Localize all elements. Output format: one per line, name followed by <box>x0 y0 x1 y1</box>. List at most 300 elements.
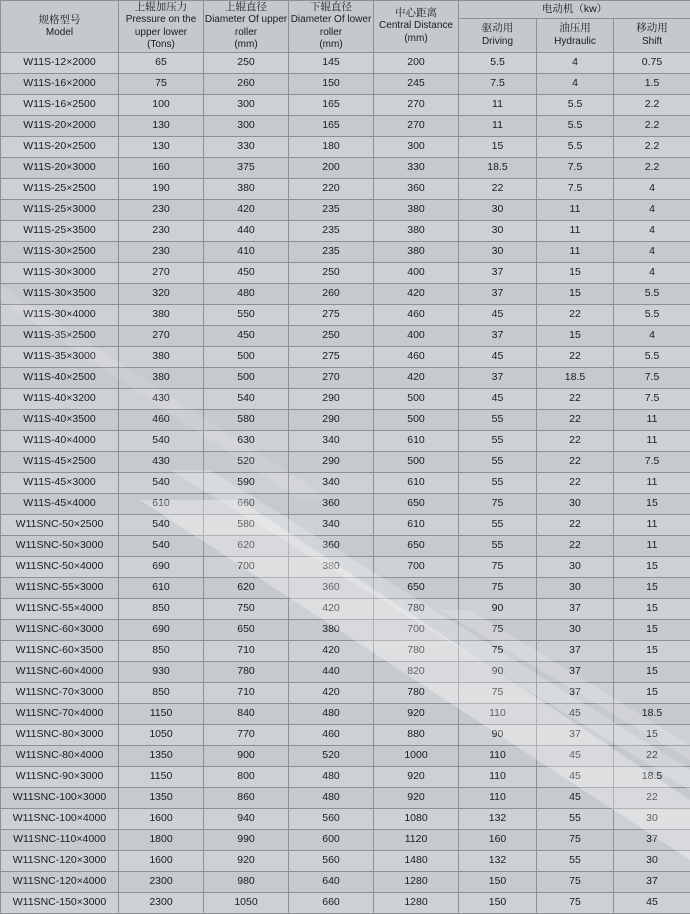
table-row <box>1 493 690 514</box>
cell-driving: 37 <box>459 367 537 388</box>
cell-model: W11S-40×4000 <box>1 430 119 451</box>
cell-pressure: 850 <box>119 640 204 661</box>
cell-pressure: 1050 <box>119 724 204 745</box>
cell-lower-roller: 480 <box>289 703 374 724</box>
cell-central-distance: 920 <box>374 703 459 724</box>
cell-upper-roller: 660 <box>204 493 289 514</box>
cell-pressure: 130 <box>119 136 204 157</box>
cell-driving: 55 <box>459 409 537 430</box>
cell-upper-roller: 300 <box>204 115 289 136</box>
table-row <box>1 262 690 283</box>
table-row <box>1 871 690 892</box>
table-row <box>1 409 690 430</box>
header-model-cn: 规格型号 <box>1 14 118 27</box>
cell-pressure: 690 <box>119 619 204 640</box>
column-header-shift <box>614 18 690 52</box>
header-upper-roller-cn: 上辊直径 <box>204 1 288 14</box>
cell-hydraulic: 22 <box>537 430 614 451</box>
cell-model: W11S-35×3000 <box>1 346 119 367</box>
cell-pressure: 380 <box>119 346 204 367</box>
cell-central-distance: 780 <box>374 640 459 661</box>
cell-driving: 7.5 <box>459 73 537 94</box>
cell-central-distance: 650 <box>374 535 459 556</box>
cell-lower-roller: 270 <box>289 367 374 388</box>
cell-model: W11S-30×3000 <box>1 262 119 283</box>
cell-pressure: 1150 <box>119 703 204 724</box>
cell-pressure: 850 <box>119 682 204 703</box>
cell-central-distance: 460 <box>374 346 459 367</box>
cell-shift: 2.2 <box>614 157 690 178</box>
cell-central-distance: 380 <box>374 220 459 241</box>
cell-lower-roller: 480 <box>289 787 374 808</box>
cell-model: W11SNC-60×3500 <box>1 640 119 661</box>
header-hydraulic-cn: 油压用 <box>537 22 613 35</box>
cell-shift: 15 <box>614 619 690 640</box>
cell-central-distance: 1280 <box>374 892 459 913</box>
cell-driving: 30 <box>459 241 537 262</box>
table-row <box>1 367 690 388</box>
header-model-en: Model <box>1 27 118 40</box>
cell-model: W11S-16×2000 <box>1 73 119 94</box>
cell-model: W11S-30×2500 <box>1 241 119 262</box>
cell-driving: 150 <box>459 871 537 892</box>
cell-model: W11SNC-55×4000 <box>1 598 119 619</box>
cell-shift: 11 <box>614 430 690 451</box>
cell-driving: 11 <box>459 115 537 136</box>
cell-driving: 37 <box>459 262 537 283</box>
cell-model: W11SNC-110×4000 <box>1 829 119 850</box>
cell-shift: 15 <box>614 556 690 577</box>
cell-lower-roller: 180 <box>289 136 374 157</box>
table-row <box>1 472 690 493</box>
table-row <box>1 136 690 157</box>
cell-model: W11SNC-90×3000 <box>1 766 119 787</box>
cell-central-distance: 780 <box>374 598 459 619</box>
cell-hydraulic: 4 <box>537 73 614 94</box>
cell-shift: 18.5 <box>614 766 690 787</box>
cell-shift: 15 <box>614 682 690 703</box>
cell-pressure: 100 <box>119 94 204 115</box>
cell-model: W11S-40×3200 <box>1 388 119 409</box>
cell-lower-roller: 380 <box>289 619 374 640</box>
cell-hydraulic: 37 <box>537 640 614 661</box>
cell-shift: 30 <box>614 808 690 829</box>
cell-lower-roller: 360 <box>289 493 374 514</box>
table-row <box>1 829 690 850</box>
cell-driving: 110 <box>459 766 537 787</box>
cell-upper-roller: 300 <box>204 94 289 115</box>
cell-model: W11S-25×2500 <box>1 178 119 199</box>
table-row <box>1 115 690 136</box>
cell-hydraulic: 37 <box>537 724 614 745</box>
cell-model: W11SNC-80×3000 <box>1 724 119 745</box>
cell-driving: 45 <box>459 346 537 367</box>
cell-lower-roller: 560 <box>289 850 374 871</box>
cell-central-distance: 880 <box>374 724 459 745</box>
table-row <box>1 724 690 745</box>
cell-model: W11SNC-100×3000 <box>1 787 119 808</box>
cell-driving: 55 <box>459 514 537 535</box>
cell-driving: 75 <box>459 619 537 640</box>
header-pressure-cn: 上辊加压力 <box>119 1 203 14</box>
cell-shift: 15 <box>614 724 690 745</box>
cell-lower-roller: 250 <box>289 325 374 346</box>
cell-shift: 4 <box>614 178 690 199</box>
cell-hydraulic: 55 <box>537 850 614 871</box>
cell-model: W11S-20×3000 <box>1 157 119 178</box>
cell-lower-roller: 660 <box>289 892 374 913</box>
cell-lower-roller: 260 <box>289 283 374 304</box>
cell-central-distance: 920 <box>374 787 459 808</box>
cell-upper-roller: 500 <box>204 367 289 388</box>
cell-central-distance: 820 <box>374 661 459 682</box>
cell-driving: 37 <box>459 283 537 304</box>
cell-shift: 2.2 <box>614 115 690 136</box>
cell-lower-roller: 340 <box>289 472 374 493</box>
table-row <box>1 73 690 94</box>
cell-hydraulic: 7.5 <box>537 178 614 199</box>
cell-driving: 55 <box>459 451 537 472</box>
cell-model: W11SNC-70×3000 <box>1 682 119 703</box>
cell-driving: 55 <box>459 472 537 493</box>
header-central-en: Central Distance <box>374 20 458 33</box>
cell-hydraulic: 30 <box>537 619 614 640</box>
cell-hydraulic: 30 <box>537 493 614 514</box>
cell-upper-roller: 410 <box>204 241 289 262</box>
cell-shift: 15 <box>614 577 690 598</box>
cell-shift: 2.2 <box>614 94 690 115</box>
cell-lower-roller: 220 <box>289 178 374 199</box>
cell-driving: 30 <box>459 220 537 241</box>
cell-driving: 18.5 <box>459 157 537 178</box>
cell-hydraulic: 30 <box>537 556 614 577</box>
cell-model: W11S-20×2500 <box>1 136 119 157</box>
cell-hydraulic: 22 <box>537 514 614 535</box>
cell-upper-roller: 980 <box>204 871 289 892</box>
cell-shift: 18.5 <box>614 703 690 724</box>
cell-lower-roller: 600 <box>289 829 374 850</box>
cell-shift: 5.5 <box>614 304 690 325</box>
cell-hydraulic: 45 <box>537 766 614 787</box>
cell-pressure: 540 <box>119 430 204 451</box>
cell-upper-roller: 710 <box>204 682 289 703</box>
column-header-pressure <box>119 1 204 53</box>
cell-lower-roller: 560 <box>289 808 374 829</box>
table-row <box>1 535 690 556</box>
cell-pressure: 380 <box>119 304 204 325</box>
cell-lower-roller: 420 <box>289 682 374 703</box>
table-row <box>1 52 690 73</box>
cell-pressure: 1150 <box>119 766 204 787</box>
cell-upper-roller: 550 <box>204 304 289 325</box>
cell-upper-roller: 440 <box>204 220 289 241</box>
cell-driving: 30 <box>459 199 537 220</box>
column-header-central-distance <box>374 1 459 53</box>
cell-driving: 15 <box>459 136 537 157</box>
cell-model: W11S-20×2000 <box>1 115 119 136</box>
table-row <box>1 577 690 598</box>
cell-shift: 1.5 <box>614 73 690 94</box>
table-row <box>1 241 690 262</box>
cell-hydraulic: 15 <box>537 262 614 283</box>
header-pressure-en: Pressure on the upper lower <box>119 14 203 39</box>
header-upper-roller-unit: (mm) <box>204 39 288 52</box>
cell-upper-roller: 620 <box>204 577 289 598</box>
cell-pressure: 460 <box>119 409 204 430</box>
cell-shift: 45 <box>614 892 690 913</box>
cell-upper-roller: 620 <box>204 535 289 556</box>
cell-upper-roller: 540 <box>204 388 289 409</box>
cell-hydraulic: 22 <box>537 388 614 409</box>
cell-pressure: 610 <box>119 493 204 514</box>
cell-lower-roller: 480 <box>289 766 374 787</box>
cell-hydraulic: 5.5 <box>537 115 614 136</box>
cell-upper-roller: 500 <box>204 346 289 367</box>
cell-model: W11S-30×4000 <box>1 304 119 325</box>
table-row <box>1 304 690 325</box>
cell-pressure: 380 <box>119 367 204 388</box>
cell-lower-roller: 360 <box>289 535 374 556</box>
table-row <box>1 199 690 220</box>
cell-pressure: 1350 <box>119 745 204 766</box>
cell-lower-roller: 360 <box>289 577 374 598</box>
cell-pressure: 2300 <box>119 892 204 913</box>
cell-central-distance: 650 <box>374 577 459 598</box>
cell-model: W11S-25×3000 <box>1 199 119 220</box>
cell-central-distance: 420 <box>374 283 459 304</box>
cell-hydraulic: 11 <box>537 241 614 262</box>
cell-model: W11SNC-70×4000 <box>1 703 119 724</box>
cell-upper-roller: 520 <box>204 451 289 472</box>
cell-shift: 4 <box>614 199 690 220</box>
table-row <box>1 283 690 304</box>
table-row <box>1 388 690 409</box>
cell-shift: 15 <box>614 598 690 619</box>
table-row <box>1 640 690 661</box>
cell-central-distance: 330 <box>374 157 459 178</box>
cell-upper-roller: 840 <box>204 703 289 724</box>
cell-lower-roller: 250 <box>289 262 374 283</box>
cell-hydraulic: 5.5 <box>537 136 614 157</box>
cell-lower-roller: 290 <box>289 388 374 409</box>
cell-hydraulic: 45 <box>537 745 614 766</box>
cell-pressure: 270 <box>119 325 204 346</box>
cell-shift: 0.75 <box>614 52 690 73</box>
cell-lower-roller: 275 <box>289 346 374 367</box>
cell-pressure: 430 <box>119 388 204 409</box>
cell-shift: 4 <box>614 262 690 283</box>
cell-shift: 5.5 <box>614 283 690 304</box>
cell-driving: 5.5 <box>459 52 537 73</box>
cell-driving: 37 <box>459 325 537 346</box>
cell-central-distance: 1280 <box>374 871 459 892</box>
table-row <box>1 619 690 640</box>
column-header-model <box>1 1 119 53</box>
cell-upper-roller: 380 <box>204 178 289 199</box>
cell-driving: 11 <box>459 94 537 115</box>
cell-lower-roller: 520 <box>289 745 374 766</box>
table-header <box>1 1 690 53</box>
table-row <box>1 766 690 787</box>
cell-shift: 4 <box>614 241 690 262</box>
cell-shift: 11 <box>614 472 690 493</box>
table-row <box>1 850 690 871</box>
cell-shift: 22 <box>614 787 690 808</box>
header-driving-cn: 驱动用 <box>459 22 536 35</box>
table-row <box>1 598 690 619</box>
cell-lower-roller: 200 <box>289 157 374 178</box>
table-row <box>1 514 690 535</box>
cell-model: W11SNC-50×2500 <box>1 514 119 535</box>
cell-pressure: 690 <box>119 556 204 577</box>
cell-upper-roller: 770 <box>204 724 289 745</box>
cell-lower-roller: 165 <box>289 94 374 115</box>
cell-lower-roller: 640 <box>289 871 374 892</box>
cell-central-distance: 200 <box>374 52 459 73</box>
cell-model: W11SNC-50×3000 <box>1 535 119 556</box>
cell-model: W11SNC-80×4000 <box>1 745 119 766</box>
table-row <box>1 94 690 115</box>
header-central-cn: 中心距离 <box>374 7 458 20</box>
header-motor-cn: 电动机（kw） <box>459 3 690 16</box>
cell-shift: 11 <box>614 535 690 556</box>
cell-hydraulic: 22 <box>537 535 614 556</box>
cell-pressure: 190 <box>119 178 204 199</box>
cell-upper-roller: 480 <box>204 283 289 304</box>
cell-lower-roller: 460 <box>289 724 374 745</box>
cell-upper-roller: 260 <box>204 73 289 94</box>
cell-lower-roller: 235 <box>289 220 374 241</box>
table-row <box>1 745 690 766</box>
cell-hydraulic: 75 <box>537 892 614 913</box>
header-lower-roller-unit: (mm) <box>289 39 373 52</box>
cell-driving: 160 <box>459 829 537 850</box>
cell-lower-roller: 150 <box>289 73 374 94</box>
cell-model: W11SNC-120×4000 <box>1 871 119 892</box>
table-row <box>1 325 690 346</box>
cell-driving: 90 <box>459 598 537 619</box>
column-header-lower-roller <box>289 1 374 53</box>
cell-shift: 11 <box>614 409 690 430</box>
cell-pressure: 1800 <box>119 829 204 850</box>
cell-central-distance: 270 <box>374 115 459 136</box>
cell-driving: 90 <box>459 661 537 682</box>
table-row <box>1 157 690 178</box>
cell-central-distance: 700 <box>374 556 459 577</box>
cell-central-distance: 500 <box>374 451 459 472</box>
cell-upper-roller: 330 <box>204 136 289 157</box>
cell-shift: 2.2 <box>614 136 690 157</box>
cell-driving: 110 <box>459 787 537 808</box>
cell-shift: 22 <box>614 745 690 766</box>
table-row <box>1 787 690 808</box>
cell-upper-roller: 650 <box>204 619 289 640</box>
cell-upper-roller: 800 <box>204 766 289 787</box>
cell-hydraulic: 45 <box>537 787 614 808</box>
cell-driving: 110 <box>459 745 537 766</box>
cell-pressure: 130 <box>119 115 204 136</box>
cell-pressure: 1350 <box>119 787 204 808</box>
cell-model: W11SNC-120×3000 <box>1 850 119 871</box>
cell-central-distance: 920 <box>374 766 459 787</box>
cell-shift: 11 <box>614 514 690 535</box>
cell-central-distance: 460 <box>374 304 459 325</box>
cell-hydraulic: 30 <box>537 577 614 598</box>
cell-upper-roller: 780 <box>204 661 289 682</box>
cell-model: W11SNC-150×3000 <box>1 892 119 913</box>
header-pressure-unit: (Tons) <box>119 39 203 52</box>
cell-hydraulic: 11 <box>537 220 614 241</box>
table-row <box>1 430 690 451</box>
cell-central-distance: 500 <box>374 388 459 409</box>
cell-central-distance: 780 <box>374 682 459 703</box>
header-shift-en: Shift <box>614 36 690 49</box>
cell-model: W11S-40×2500 <box>1 367 119 388</box>
cell-driving: 150 <box>459 892 537 913</box>
cell-lower-roller: 340 <box>289 430 374 451</box>
cell-shift: 37 <box>614 871 690 892</box>
cell-pressure: 230 <box>119 241 204 262</box>
cell-hydraulic: 37 <box>537 598 614 619</box>
cell-central-distance: 500 <box>374 409 459 430</box>
column-header-motor <box>459 1 690 19</box>
cell-upper-roller: 710 <box>204 640 289 661</box>
cell-hydraulic: 7.5 <box>537 157 614 178</box>
cell-hydraulic: 22 <box>537 304 614 325</box>
cell-model: W11S-35×2500 <box>1 325 119 346</box>
cell-shift: 30 <box>614 850 690 871</box>
cell-shift: 15 <box>614 493 690 514</box>
cell-model: W11S-45×3000 <box>1 472 119 493</box>
cell-pressure: 1600 <box>119 850 204 871</box>
cell-central-distance: 610 <box>374 430 459 451</box>
cell-pressure: 850 <box>119 598 204 619</box>
cell-pressure: 540 <box>119 535 204 556</box>
cell-hydraulic: 11 <box>537 199 614 220</box>
cell-lower-roller: 145 <box>289 52 374 73</box>
cell-upper-roller: 375 <box>204 157 289 178</box>
cell-upper-roller: 250 <box>204 52 289 73</box>
cell-lower-roller: 380 <box>289 556 374 577</box>
table-row <box>1 178 690 199</box>
cell-central-distance: 420 <box>374 367 459 388</box>
cell-driving: 75 <box>459 682 537 703</box>
cell-lower-roller: 235 <box>289 241 374 262</box>
cell-upper-roller: 1050 <box>204 892 289 913</box>
header-upper-roller-en: Diameter Of upper roller <box>204 14 288 39</box>
cell-lower-roller: 420 <box>289 598 374 619</box>
cell-lower-roller: 420 <box>289 640 374 661</box>
cell-model: W11SNC-55×3000 <box>1 577 119 598</box>
cell-hydraulic: 75 <box>537 829 614 850</box>
column-header-upper-roller <box>204 1 289 53</box>
header-row-top <box>1 1 690 19</box>
cell-pressure: 610 <box>119 577 204 598</box>
cell-hydraulic: 15 <box>537 283 614 304</box>
cell-pressure: 540 <box>119 514 204 535</box>
cell-central-distance: 610 <box>374 472 459 493</box>
column-header-driving <box>459 18 537 52</box>
cell-model: W11S-16×2500 <box>1 94 119 115</box>
header-driving-en: Driving <box>459 36 536 49</box>
cell-shift: 15 <box>614 661 690 682</box>
header-shift-cn: 移动用 <box>614 22 690 35</box>
cell-pressure: 230 <box>119 199 204 220</box>
cell-driving: 55 <box>459 430 537 451</box>
cell-hydraulic: 22 <box>537 472 614 493</box>
header-lower-roller-en: Diameter Of lower roller <box>289 14 373 39</box>
table-row <box>1 808 690 829</box>
